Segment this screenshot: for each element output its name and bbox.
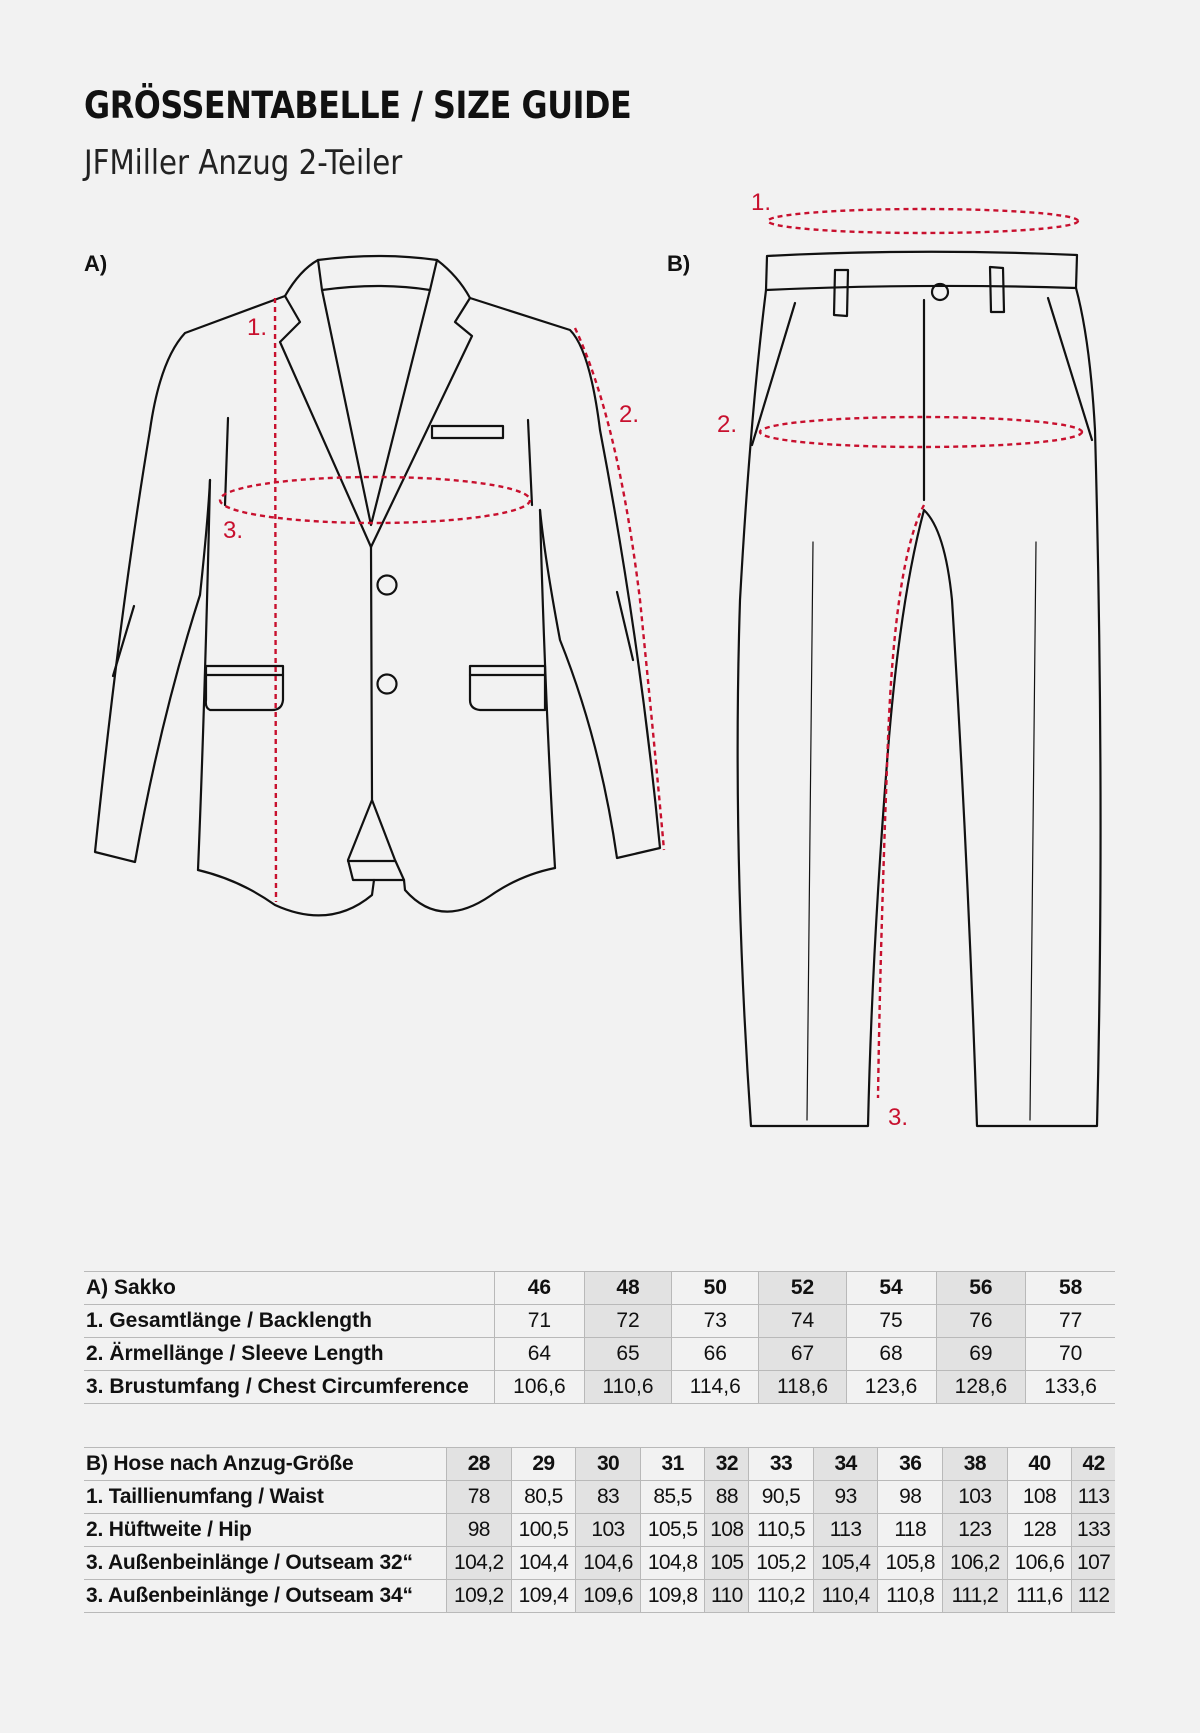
row-label: 2. Hüftweite / Hip <box>84 1514 447 1547</box>
cell: 66 <box>672 1338 759 1371</box>
cell: 88 <box>705 1481 749 1514</box>
cell: 103 <box>576 1514 641 1547</box>
size-header: 31 <box>640 1448 705 1481</box>
cell: 85,5 <box>640 1481 705 1514</box>
cell: 107 <box>1072 1547 1115 1580</box>
size-header: 48 <box>584 1272 671 1305</box>
table-row <box>84 1547 1115 1580</box>
row-label: 3. Brustumfang / Chest Circumference <box>84 1371 495 1404</box>
jacket-section-label: A) <box>84 251 108 276</box>
cell: 69 <box>936 1338 1026 1371</box>
jacket-measure-3: 3. <box>223 517 244 544</box>
size-header: 52 <box>759 1272 846 1305</box>
cell: 110,5 <box>749 1514 814 1547</box>
cell: 106,6 <box>495 1371 585 1404</box>
cell: 76 <box>936 1305 1026 1338</box>
cell: 105,5 <box>640 1514 705 1547</box>
table-header-row <box>84 1272 1115 1305</box>
size-header: 30 <box>576 1448 641 1481</box>
cell: 112 <box>1072 1580 1115 1613</box>
jacket-drawing <box>95 256 660 915</box>
size-header: 50 <box>672 1272 759 1305</box>
cell: 111,2 <box>943 1580 1008 1613</box>
cell: 75 <box>846 1305 936 1338</box>
cell: 113 <box>1072 1481 1115 1514</box>
cell: 100,5 <box>511 1514 576 1547</box>
table-a-title: A) Sakko <box>84 1272 495 1305</box>
trousers-size-table <box>84 1447 1115 1613</box>
size-header: 33 <box>749 1448 814 1481</box>
cell: 108 <box>705 1514 749 1547</box>
cell: 133 <box>1072 1514 1115 1547</box>
trousers-measure-2: 2. <box>717 411 738 438</box>
cell: 105,2 <box>749 1547 814 1580</box>
cell: 110,4 <box>813 1580 878 1613</box>
measurement-guides <box>220 209 1082 1098</box>
size-header: 34 <box>813 1448 878 1481</box>
size-header: 54 <box>846 1272 936 1305</box>
cell: 111,6 <box>1007 1580 1072 1613</box>
cell: 103 <box>943 1481 1008 1514</box>
cell: 106,2 <box>943 1547 1008 1580</box>
cell: 104,6 <box>576 1547 641 1580</box>
cell: 73 <box>672 1305 759 1338</box>
cell: 128,6 <box>936 1371 1026 1404</box>
cell: 80,5 <box>511 1481 576 1514</box>
cell: 109,2 <box>447 1580 512 1613</box>
size-header: 42 <box>1072 1448 1115 1481</box>
cell: 118 <box>878 1514 943 1547</box>
table-row <box>84 1514 1115 1547</box>
cell: 128 <box>1007 1514 1072 1547</box>
size-header: 46 <box>495 1272 585 1305</box>
trousers-section-label: B) <box>667 251 691 276</box>
table-row <box>84 1305 1115 1338</box>
page-title: GRÖSSENTABELLE / SIZE GUIDE <box>84 84 632 127</box>
size-header: 28 <box>447 1448 512 1481</box>
table-row <box>84 1580 1115 1613</box>
size-header: 40 <box>1007 1448 1072 1481</box>
cell: 64 <box>495 1338 585 1371</box>
cell: 74 <box>759 1305 846 1338</box>
row-label: 1. Gesamtlänge / Backlength <box>84 1305 495 1338</box>
cell: 104,8 <box>640 1547 705 1580</box>
cell: 105 <box>705 1547 749 1580</box>
cell: 104,2 <box>447 1547 512 1580</box>
size-header: 58 <box>1026 1272 1115 1305</box>
cell: 118,6 <box>759 1371 846 1404</box>
cell: 108 <box>1007 1481 1072 1514</box>
cell: 105,4 <box>813 1547 878 1580</box>
table-row <box>84 1338 1115 1371</box>
row-label: 2. Ärmellänge / Sleeve Length <box>84 1338 495 1371</box>
jacket-size-table <box>84 1271 1115 1404</box>
cell: 78 <box>447 1481 512 1514</box>
size-header: 32 <box>705 1448 749 1481</box>
cell: 113 <box>813 1514 878 1547</box>
table-row <box>84 1371 1115 1404</box>
table-row <box>84 1481 1115 1514</box>
row-label: 1. Taillienumfang / Waist <box>84 1481 447 1514</box>
cell: 83 <box>576 1481 641 1514</box>
page-subtitle: JFMiller Anzug 2-Teiler <box>84 143 403 183</box>
trousers-measure-1: 1. <box>751 189 772 216</box>
jacket-measure-1: 1. <box>247 314 268 341</box>
cell: 106,6 <box>1007 1547 1072 1580</box>
size-header: 36 <box>878 1448 943 1481</box>
cell: 110,6 <box>584 1371 671 1404</box>
trousers-drawing <box>738 252 1101 1126</box>
table-header-row <box>84 1448 1115 1481</box>
size-header: 38 <box>943 1448 1008 1481</box>
cell: 65 <box>584 1338 671 1371</box>
cell: 98 <box>447 1514 512 1547</box>
cell: 109,4 <box>511 1580 576 1613</box>
size-header: 29 <box>511 1448 576 1481</box>
cell: 114,6 <box>672 1371 759 1404</box>
cell: 133,6 <box>1026 1371 1115 1404</box>
cell: 67 <box>759 1338 846 1371</box>
trousers-measure-3: 3. <box>888 1104 909 1131</box>
cell: 123 <box>943 1514 1008 1547</box>
size-header: 56 <box>936 1272 1026 1305</box>
cell: 104,4 <box>511 1547 576 1580</box>
cell: 93 <box>813 1481 878 1514</box>
cell: 71 <box>495 1305 585 1338</box>
cell: 90,5 <box>749 1481 814 1514</box>
cell: 98 <box>878 1481 943 1514</box>
cell: 72 <box>584 1305 671 1338</box>
cell: 110 <box>705 1580 749 1613</box>
cell: 68 <box>846 1338 936 1371</box>
cell: 109,6 <box>576 1580 641 1613</box>
measurement-labels <box>223 189 908 1131</box>
table-b-title: B) Hose nach Anzug-Größe <box>84 1448 447 1481</box>
cell: 110,8 <box>878 1580 943 1613</box>
cell: 77 <box>1026 1305 1115 1338</box>
cell: 105,8 <box>878 1547 943 1580</box>
row-label: 3. Außenbeinlänge / Outseam 32“ <box>84 1547 447 1580</box>
cell: 109,8 <box>640 1580 705 1613</box>
jacket-measure-2: 2. <box>619 401 640 428</box>
cell: 70 <box>1026 1338 1115 1371</box>
cell: 123,6 <box>846 1371 936 1404</box>
cell: 110,2 <box>749 1580 814 1613</box>
row-label: 3. Außenbeinlänge / Outseam 34“ <box>84 1580 447 1613</box>
